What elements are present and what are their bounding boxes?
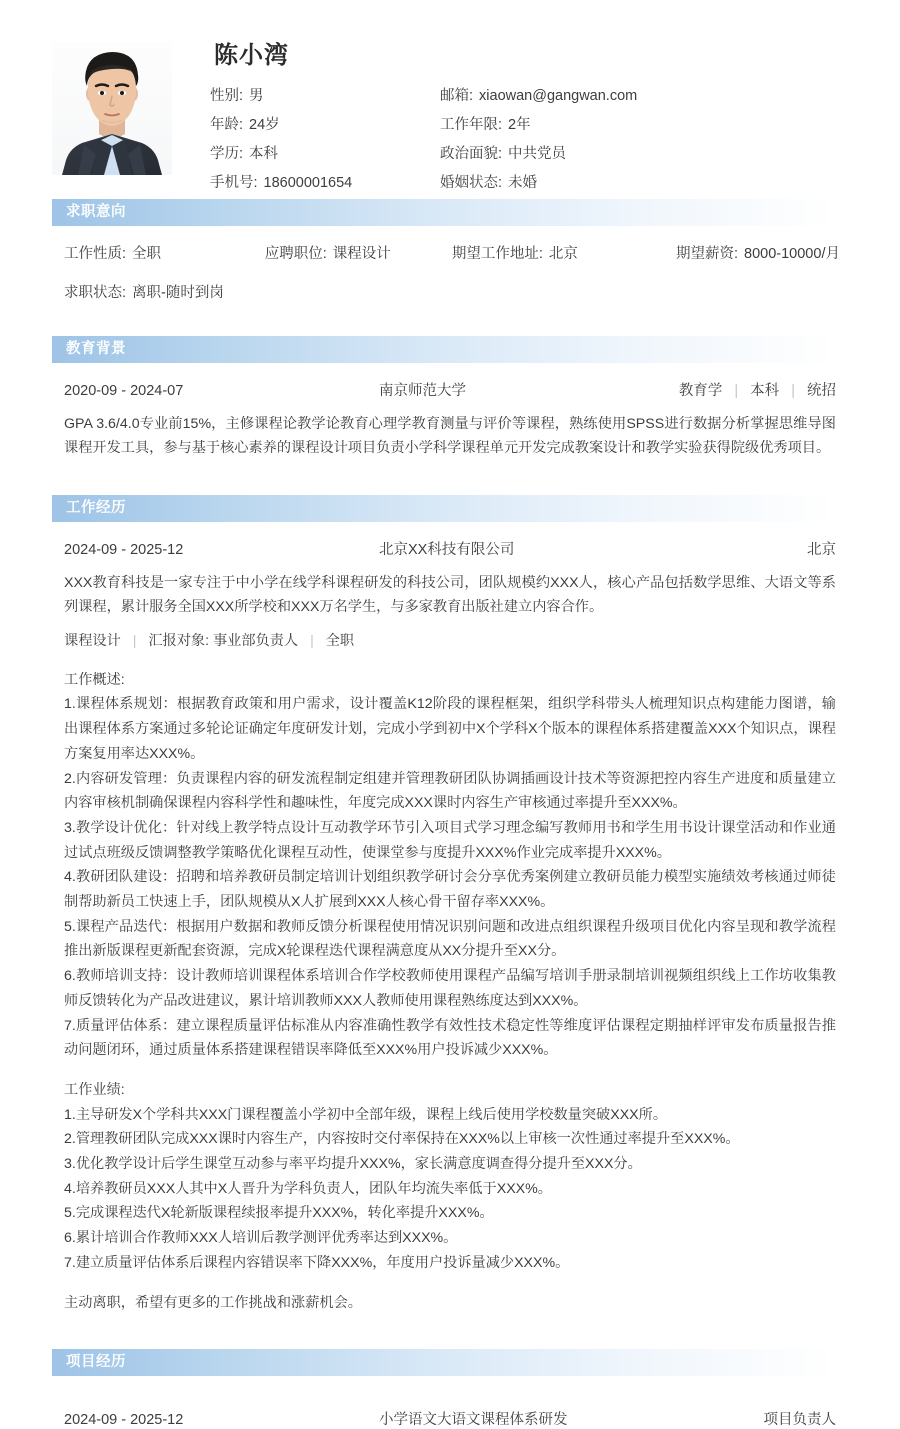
intention-status-value: 离职-随时到岗 [132,285,224,301]
project-entry-row [64,1408,836,1429]
project-date: 2024-09 - 2025-12 [64,1412,184,1429]
info-experience-value: 2年 [508,117,531,133]
work-entry-row [64,538,836,559]
info-degree-value: 本科 [249,146,279,162]
info-gender-value: 男 [249,88,264,104]
work-overview-block [64,668,836,1063]
info-gender-label: 性别: [210,88,244,104]
education-entry-row [64,379,836,400]
divider-icon: | [734,383,739,399]
divider-icon: | [791,383,795,399]
education-meta [679,379,836,400]
intention-status-label: 求职状态: [64,285,127,301]
work-tag-job-type: 全职 [325,632,355,649]
info-email-value: xiaowan@gangwan.com [479,88,638,104]
work-performance-item: 1.主导研发X个学科共XXX门课程覆盖小学初中全部年级，课程上线后使用学校数量突破XXX所。 [64,1106,668,1123]
info-experience-label: 工作年限: [440,117,503,133]
divider-icon: | [132,632,137,649]
work-performance-item: 4.培养教研员XXX人其中X人晋升为学科负责人，团队年均流失率低于XXX%。 [64,1180,552,1197]
info-phone [210,171,440,192]
education-date: 2020-09 - 2024-07 [64,383,184,399]
intention-salary-label: 期望薪资: [676,246,739,262]
intention-location-label: 期望工作地址: [451,246,543,262]
work-performance-title: 工作业绩: [64,1081,125,1098]
info-phone-label: 手机号: [210,175,258,191]
work-performance-block [64,1078,836,1276]
work-company: 北京XX科技有限公司 [379,541,515,558]
intention-salary-value: 8000-10000/月 [744,246,840,262]
section-header-intention: 求职意向 [52,199,836,226]
divider-icon: | [310,632,314,649]
work-company-intro: XXX教育科技是一家专注于中小学在线学科课程研发的科技公司，团队规模约XXX人，核心产品包括数学思维、大语文等系列课程，累计服务全国XXX所学校和XXX万名学生，与多家教育出版社建立内容合作。 [64,574,836,616]
spacer [64,1063,836,1078]
resume-header [0,0,900,191]
intention-position-label: 应聘职位: [264,246,327,262]
work-tag-position: 课程设计 [64,632,121,649]
intention-position-value: 课程设计 [332,246,391,262]
education-description: GPA 3.6/4.0专业前15%，主修课程论教学论教育心理学教育测量与评价等课程，熟练使用SPSS进行数据分析掌握思维导图课程开发工具，参与基于核心素养的课程设计项目负责小学科学课程单元开发完成教案设计和教学实验获得院级优秀项目。 [64,416,836,457]
intention-row-1 [64,242,840,263]
work-performance-item: 3.优化教学设计后学生课堂互动参与率平均提升XXX%，家长满意度调查得分提升至XXX分。 [64,1156,642,1173]
info-marital-value: 未婚 [508,175,538,191]
education-degree: 本科 [750,383,780,399]
work-overview-title: 工作概述: [64,671,125,688]
work-performance-item: 6.累计培训合作教师XXX人培训后教学测评优秀率达到XXX%。 [64,1230,458,1247]
project-role: 项目负责人 [763,1412,836,1429]
section-header-education: 教育背景 [52,336,836,363]
work-overview-item: 5.课程产品迭代：根据用户数据和教师反馈分析课程使用情况识别问题和改进点组织课程升级项目优化内容呈现和教学流程推出新版课程更新配套资源，完成X轮课程迭代课程满意度从XX分提升至XX分。 [64,918,836,960]
info-experience [440,113,900,134]
personal-info-grid [210,84,900,192]
info-degree-label: 学历: [210,146,244,162]
info-marital [440,171,900,192]
section-body-project [64,1376,836,1429]
header-info [210,42,900,192]
avatar [52,42,172,175]
info-political-label: 政治面貌: [440,146,503,162]
work-overview-item: 7.质量评估体系：建立课程质量评估标准从内容准确性教学有效性技术稳定性等维度评估课程定期抽样评审发布质量报告推动问题闭环，通过质量体系搭建课程错误率降低至XXX%用户投诉减少XXX%。 [64,1017,836,1059]
portrait-photo-icon [52,42,172,175]
work-overview-item: 6.教师培训支持：设计教师培训课程体系培训合作学校教师使用课程产品编写培训手册录制培训视频组织线上工作坊收集教师反馈转化为产品改进建议，累计培训教师XXX人教师使用课程熟练度达到XXX%。 [64,968,836,1009]
info-political [440,142,900,163]
page-title: 陈小湾 [214,42,289,69]
intention-location-value: 北京 [548,246,578,262]
intention-job-type [64,242,265,263]
info-age [210,113,440,134]
section-header-work: 工作经历 [52,495,836,522]
section-body-education [64,363,836,461]
section-body-intention [64,226,840,302]
work-tags [64,630,836,650]
intention-status [64,281,270,302]
education-admission: 统招 [807,383,836,399]
intention-job-type-value: 全职 [132,246,162,262]
section-body-work [64,522,836,1315]
info-gender [210,84,440,105]
intention-location [452,242,676,263]
intention-row-2 [64,281,836,302]
info-email-label: 邮箱: [440,88,474,104]
work-overview-item: 1.课程体系规划：根据教育政策和用户需求，设计覆盖K12阶段的课程框架，组织学科带头人梳理知识点构建能力图谱，输出课程体系方案通过多轮论证确定年度研发计划，完成小学到初中X个学科X个版本的课程体系搭建覆盖XXX个知识点，课程方案复用率达XXX%。 [64,696,836,762]
education-school: 南京师范大学 [379,383,466,399]
work-performance-item: 2.管理教研团队完成XXX课时内容生产，内容按时交付率保持在XXX%以上审核一次性通过率提升至XXX%。 [64,1131,740,1148]
section-header-project: 项目经历 [52,1349,836,1376]
work-overview-item: 2.内容研发管理：负责课程内容的研发流程制定组建并管理教研团队协调插画设计技术等资源把控内容生产进度和质量建立内容审核机制确保课程内容科学性和趣味性，年度完成XXX课时内容生产审核通过率提升至XXX%。 [64,770,836,812]
work-closing-block [64,1291,836,1316]
intention-salary [676,242,840,263]
work-closing: 主动离职，希望有更多的工作挑战和涨薪机会。 [64,1294,362,1311]
intention-job-type-label: 工作性质: [64,246,127,262]
work-performance-item: 7.建立质量评估体系后课程内容错误率下降XXX%，年度用户投诉量减少XXX%。 [64,1254,570,1271]
work-tag-report-to: 汇报对象: 事业部负责人 [148,632,299,649]
work-overview-item: 4.教研团队建设：招聘和培养教研员制定培训计划组织教学研讨会分享优秀案例建立教研员能力模型实施绩效考核通过师徒制帮助新员工快速上手，团队规模从X人扩展到XXX人核心骨干留存率XXX%。 [64,869,836,911]
info-phone-value: 18600001654 [263,175,353,191]
info-political-value: 中共党员 [508,146,567,162]
work-overview-item: 3.教学设计优化：针对线上教学特点设计互动教学环节引入项目式学习理念编写教师用书和学生用书设计课堂活动和作业通过试点班级反馈调整教学策略优化课程互动性，使课堂参与度提升XXX%作业完成率提升XXX%。 [64,819,836,861]
info-age-value: 24岁 [249,117,280,133]
info-email [440,84,900,105]
education-major: 教育学 [678,383,723,399]
project-name: 小学语文大语文课程体系研发 [379,1412,568,1429]
work-location: 北京 [807,541,836,558]
info-marital-label: 婚姻状态: [440,175,503,191]
intention-position [265,242,452,263]
work-performance-item: 5.完成课程迭代X轮新版课程续报率提升XXX%，转化率提升XXX%。 [64,1205,494,1222]
info-degree [210,142,440,163]
info-age-label: 年龄: [210,117,244,133]
work-date: 2024-09 - 2025-12 [64,541,184,558]
